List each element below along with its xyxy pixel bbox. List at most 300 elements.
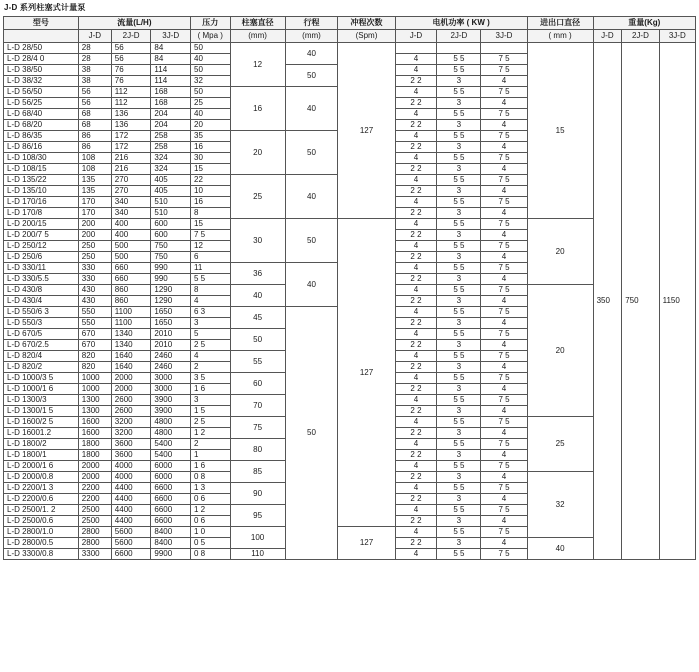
flow-jd-cell: 430 (78, 285, 111, 296)
power-jd-cell: 4 (395, 549, 437, 560)
model-cell: L-D 1000/1 6 (4, 384, 79, 395)
flow-3jd-cell: 2460 (151, 362, 191, 373)
flow-3jd-cell: 750 (151, 252, 191, 263)
spec-table-body (4, 43, 696, 560)
power-2jd-cell: 5 5 (437, 395, 481, 406)
power-jd-cell: 2 2 (395, 494, 437, 505)
flow-jd-cell: 38 (78, 65, 111, 76)
power-jd-cell: 2 2 (395, 450, 437, 461)
flow-3jd-cell: 324 (151, 153, 191, 164)
flow-jd-cell: 1600 (78, 417, 111, 428)
flow-2jd-cell: 340 (111, 197, 151, 208)
flow-jd-cell: 1000 (78, 384, 111, 395)
model-cell: L-D 38/50 (4, 65, 79, 76)
model-cell: L-D 430/4 (4, 296, 79, 307)
power-2jd-cell: 5 5 (437, 263, 481, 274)
pressure-cell: 1 2 (191, 505, 231, 516)
flow-3jd-cell: 405 (151, 186, 191, 197)
power-2jd-cell: 3 (437, 186, 481, 197)
plunger-diameter-cell: 12 (230, 43, 285, 87)
power-2jd-cell: 3 (437, 230, 481, 241)
power-jd-cell: 2 2 (395, 230, 437, 241)
flow-3jd-cell: 2010 (151, 329, 191, 340)
header-flow: 流量(L/H) (78, 17, 190, 30)
pressure-cell: 1 (191, 450, 231, 461)
pressure-cell: 40 (191, 109, 231, 120)
flow-3jd-cell: 3000 (151, 384, 191, 395)
pressure-cell: 16 (191, 197, 231, 208)
model-cell: L-D 200/7 5 (4, 230, 79, 241)
power-3jd-cell: 7 5 (481, 505, 527, 516)
flow-2jd-cell: 4400 (111, 483, 151, 494)
power-jd-cell: 4 (395, 219, 437, 230)
flow-jd-cell: 430 (78, 296, 111, 307)
flow-3jd-cell: 5400 (151, 439, 191, 450)
power-2jd-cell: 5 5 (437, 439, 481, 450)
plunger-diameter-cell: 95 (230, 505, 285, 527)
power-2jd-cell: 3 (437, 208, 481, 219)
power-2jd-cell: 5 5 (437, 549, 481, 560)
flow-jd-cell: 550 (78, 307, 111, 318)
flow-2jd-cell: 270 (111, 186, 151, 197)
flow-3jd-cell: 600 (151, 219, 191, 230)
flow-jd-cell: 56 (78, 98, 111, 109)
model-cell: L-D 1000/3 5 (4, 373, 79, 384)
flow-jd-cell: 2500 (78, 505, 111, 516)
pressure-cell: 50 (191, 43, 231, 54)
flow-jd-cell: 3300 (78, 549, 111, 560)
flow-3jd-cell: 9900 (151, 549, 191, 560)
plunger-diameter-cell: 55 (230, 351, 285, 373)
flow-jd-cell: 86 (78, 131, 111, 142)
flow-2jd-cell: 500 (111, 241, 151, 252)
power-2jd-cell: 3 (437, 98, 481, 109)
port-diameter-cell: 32 (527, 472, 593, 538)
power-jd-cell: 4 (395, 197, 437, 208)
power-3jd-cell: 7 5 (481, 395, 527, 406)
power-2jd-cell: 5 5 (437, 505, 481, 516)
power-3jd-cell: 7 5 (481, 87, 527, 98)
flow-3jd-cell: 990 (151, 274, 191, 285)
power-3jd-cell: 7 5 (481, 219, 527, 230)
flow-2jd-cell: 136 (111, 109, 151, 120)
model-cell: L-D 2500/0.6 (4, 516, 79, 527)
flow-2jd-cell: 860 (111, 296, 151, 307)
power-3jd-cell: 4 (481, 208, 527, 219)
flow-jd-cell: 1000 (78, 373, 111, 384)
header-flow-2jd: 2J-D (111, 30, 151, 43)
flow-jd-cell: 68 (78, 120, 111, 131)
plunger-diameter-cell: 70 (230, 395, 285, 417)
power-2jd-cell: 3 (437, 76, 481, 87)
power-3jd-cell: 7 5 (481, 263, 527, 274)
power-2jd-cell: 3 (437, 362, 481, 373)
flow-2jd-cell: 2600 (111, 395, 151, 406)
power-3jd-cell: 7 5 (481, 285, 527, 296)
model-cell: L-D 2800/1.0 (4, 527, 79, 538)
header-pressure: 压力 (191, 17, 231, 30)
flow-2jd-cell: 5600 (111, 527, 151, 538)
flow-2jd-cell: 660 (111, 274, 151, 285)
spec-table-container (3, 16, 696, 670)
pressure-cell: 22 (191, 175, 231, 186)
model-cell: L-D 28/50 (4, 43, 79, 54)
power-2jd-cell: 5 5 (437, 241, 481, 252)
power-jd-cell: 4 (395, 307, 437, 318)
power-3jd-cell: 4 (481, 406, 527, 417)
port-diameter-cell: 20 (527, 219, 593, 285)
power-3jd-cell: 7 5 (481, 527, 527, 538)
power-2jd-cell: 5 5 (437, 219, 481, 230)
model-cell: L-D 550/6 3 (4, 307, 79, 318)
power-3jd-cell: 7 5 (481, 153, 527, 164)
power-jd-cell: 2 2 (395, 98, 437, 109)
model-cell: L-D 1300/3 (4, 395, 79, 406)
flow-2jd-cell: 216 (111, 153, 151, 164)
pressure-cell: 16 (191, 142, 231, 153)
power-jd-cell: 2 2 (395, 340, 437, 351)
pressure-cell: 1 6 (191, 384, 231, 395)
flow-3jd-cell: 990 (151, 263, 191, 274)
power-2jd-cell: 3 (437, 472, 481, 483)
power-3jd-cell: 4 (481, 274, 527, 285)
power-3jd-cell: 4 (481, 296, 527, 307)
flow-2jd-cell: 3200 (111, 417, 151, 428)
spm-cell: 127 (338, 43, 395, 219)
model-cell: L-D 28/4 0 (4, 54, 79, 65)
plunger-diameter-cell: 20 (230, 131, 285, 175)
pressure-cell: 32 (191, 76, 231, 87)
pressure-cell: 11 (191, 263, 231, 274)
flow-jd-cell: 2000 (78, 472, 111, 483)
power-2jd-cell: 3 (437, 406, 481, 417)
pressure-cell: 1 0 (191, 527, 231, 538)
power-jd-cell: 2 2 (395, 274, 437, 285)
flow-2jd-cell: 400 (111, 230, 151, 241)
weight-jd-cell: 350 (593, 43, 622, 560)
flow-2jd-cell: 1640 (111, 351, 151, 362)
model-cell: L-D 56/50 (4, 87, 79, 98)
plunger-diameter-cell: 40 (230, 285, 285, 307)
pressure-cell: 35 (191, 131, 231, 142)
flow-jd-cell: 200 (78, 219, 111, 230)
flow-2jd-cell: 76 (111, 65, 151, 76)
pressure-cell: 2 (191, 362, 231, 373)
pressure-cell: 7 5 (191, 230, 231, 241)
flow-2jd-cell: 860 (111, 285, 151, 296)
flow-2jd-cell: 2600 (111, 406, 151, 417)
power-3jd-cell: 4 (481, 142, 527, 153)
pressure-cell: 30 (191, 153, 231, 164)
power-3jd-cell: 7 5 (481, 175, 527, 186)
port-diameter-cell: 25 (527, 417, 593, 472)
flow-jd-cell: 38 (78, 76, 111, 87)
header-row-2 (4, 30, 696, 43)
flow-3jd-cell: 1650 (151, 318, 191, 329)
model-cell: L-D 135/10 (4, 186, 79, 197)
model-cell: L-D 200/15 (4, 219, 79, 230)
flow-3jd-cell: 168 (151, 87, 191, 98)
power-jd-cell: 4 (395, 417, 437, 428)
weight-3jd-cell: 1150 (659, 43, 695, 560)
flow-3jd-cell: 6600 (151, 483, 191, 494)
power-jd-cell: 2 2 (395, 76, 437, 87)
flow-3jd-cell: 84 (151, 54, 191, 65)
flow-2jd-cell: 4000 (111, 461, 151, 472)
power-jd-cell: 4 (395, 131, 437, 142)
flow-jd-cell: 2200 (78, 494, 111, 505)
flow-jd-cell: 820 (78, 362, 111, 373)
flow-2jd-cell: 4400 (111, 494, 151, 505)
model-cell: L-D 820/4 (4, 351, 79, 362)
flow-jd-cell: 2200 (78, 483, 111, 494)
flow-2jd-cell: 1340 (111, 340, 151, 351)
header-power: 电机功率 ( KW ) (395, 17, 527, 30)
pressure-cell: 0 5 (191, 538, 231, 549)
power-2jd-cell: 3 (437, 252, 481, 263)
plunger-diameter-cell: 90 (230, 483, 285, 505)
header-stroke: 行程 (285, 17, 338, 30)
flow-3jd-cell: 510 (151, 197, 191, 208)
header-plunger: 柱塞直径 (230, 17, 285, 30)
pressure-cell: 8 (191, 285, 231, 296)
flow-2jd-cell: 660 (111, 263, 151, 274)
header-plunger-unit: (mm) (230, 30, 285, 43)
flow-2jd-cell: 3200 (111, 428, 151, 439)
flow-2jd-cell: 4400 (111, 505, 151, 516)
flow-3jd-cell: 1650 (151, 307, 191, 318)
header-weight: 重量(Kg) (593, 17, 695, 30)
flow-3jd-cell: 258 (151, 142, 191, 153)
flow-3jd-cell: 4800 (151, 417, 191, 428)
flow-jd-cell: 1800 (78, 439, 111, 450)
flow-jd-cell: 670 (78, 329, 111, 340)
power-2jd-cell: 5 5 (437, 373, 481, 384)
pressure-cell: 0 6 (191, 516, 231, 527)
power-2jd-cell: 3 (437, 274, 481, 285)
flow-jd-cell: 2500 (78, 516, 111, 527)
header-power-3jd: 3J-D (481, 30, 527, 43)
stroke-cell: 40 (285, 43, 338, 65)
power-3jd-cell: 4 (481, 186, 527, 197)
spm-cell: 127 (338, 527, 395, 560)
flow-3jd-cell: 204 (151, 120, 191, 131)
flow-jd-cell: 108 (78, 164, 111, 175)
model-cell: L-D 170/16 (4, 197, 79, 208)
power-2jd-cell: 5 5 (437, 109, 481, 120)
power-2jd-cell: 5 5 (437, 175, 481, 186)
model-cell: L-D 86/16 (4, 142, 79, 153)
flow-jd-cell: 28 (78, 54, 111, 65)
power-jd-cell: 4 (395, 483, 437, 494)
flow-3jd-cell: 5400 (151, 450, 191, 461)
header-flow-3jd: 3J-D (151, 30, 191, 43)
power-3jd-cell: 4 (481, 428, 527, 439)
power-2jd-cell: 5 5 (437, 483, 481, 494)
pressure-cell: 1 3 (191, 483, 231, 494)
power-2jd-cell: 5 5 (437, 131, 481, 142)
power-2jd-cell: 5 5 (437, 307, 481, 318)
plunger-diameter-cell: 50 (230, 329, 285, 351)
flow-2jd-cell: 172 (111, 142, 151, 153)
flow-jd-cell: 1600 (78, 428, 111, 439)
pressure-cell: 50 (191, 65, 231, 76)
flow-3jd-cell: 3900 (151, 406, 191, 417)
stroke-cell: 50 (285, 307, 338, 560)
power-3jd-cell: 4 (481, 450, 527, 461)
power-3jd-cell: 4 (481, 164, 527, 175)
power-jd-cell: 4 (395, 153, 437, 164)
power-jd-cell: 2 2 (395, 472, 437, 483)
power-3jd-cell: 7 5 (481, 549, 527, 560)
flow-jd-cell: 108 (78, 153, 111, 164)
header-power-jd: J-D (395, 30, 437, 43)
power-jd-cell: 4 (395, 395, 437, 406)
pressure-cell: 6 3 (191, 307, 231, 318)
power-jd-cell: 2 2 (395, 208, 437, 219)
model-cell: L-D 1800/2 (4, 439, 79, 450)
flow-3jd-cell: 405 (151, 175, 191, 186)
plunger-diameter-cell: 25 (230, 175, 285, 219)
power-2jd-cell: 3 (437, 142, 481, 153)
power-jd-cell: 2 2 (395, 516, 437, 527)
flow-jd-cell: 86 (78, 142, 111, 153)
flow-3jd-cell: 6000 (151, 472, 191, 483)
power-3jd-cell: 7 5 (481, 241, 527, 252)
model-cell: L-D 330/5.5 (4, 274, 79, 285)
power-3jd-cell: 4 (481, 318, 527, 329)
flow-2jd-cell: 6600 (111, 549, 151, 560)
flow-jd-cell: 135 (78, 175, 111, 186)
power-3jd-cell: 4 (481, 120, 527, 131)
pressure-cell: 20 (191, 120, 231, 131)
flow-jd-cell: 170 (78, 208, 111, 219)
flow-3jd-cell: 600 (151, 230, 191, 241)
flow-2jd-cell: 136 (111, 120, 151, 131)
header-model-blank (4, 30, 79, 43)
flow-3jd-cell: 1290 (151, 296, 191, 307)
power-3jd-cell: 7 5 (481, 417, 527, 428)
header-port: 进出口直径 (527, 17, 593, 30)
flow-jd-cell: 135 (78, 186, 111, 197)
weight-2jd-cell: 750 (622, 43, 659, 560)
power-jd-cell: 4 (395, 461, 437, 472)
flow-jd-cell: 2800 (78, 527, 111, 538)
flow-3jd-cell: 8400 (151, 538, 191, 549)
model-cell: L-D 550/3 (4, 318, 79, 329)
power-3jd-cell: 4 (481, 472, 527, 483)
flow-2jd-cell: 2000 (111, 384, 151, 395)
flow-2jd-cell: 4000 (111, 472, 151, 483)
flow-2jd-cell: 76 (111, 76, 151, 87)
page-title: J-D 系列柱塞式计量泵 (4, 3, 86, 12)
table-row (4, 219, 696, 230)
power-jd-cell: 2 2 (395, 406, 437, 417)
model-cell: L-D 670/2.5 (4, 340, 79, 351)
plunger-diameter-cell: 36 (230, 263, 285, 285)
flow-2jd-cell: 2000 (111, 373, 151, 384)
flow-3jd-cell: 258 (151, 131, 191, 142)
flow-jd-cell: 550 (78, 318, 111, 329)
flow-jd-cell: 670 (78, 340, 111, 351)
power-2jd-cell: 5 5 (437, 153, 481, 164)
stroke-cell: 50 (285, 219, 338, 263)
power-3jd-cell: 7 5 (481, 307, 527, 318)
model-cell: L-D 330/11 (4, 263, 79, 274)
model-cell: L-D 86/35 (4, 131, 79, 142)
flow-3jd-cell: 3900 (151, 395, 191, 406)
pressure-cell: 15 (191, 219, 231, 230)
header-spm-unit: (Spm) (338, 30, 395, 43)
power-2jd-cell: 5 5 (437, 329, 481, 340)
power-jd-cell: 4 (395, 505, 437, 516)
power-jd-cell: 2 2 (395, 384, 437, 395)
flow-jd-cell: 200 (78, 230, 111, 241)
pressure-cell: 0 8 (191, 472, 231, 483)
pressure-cell: 2 (191, 439, 231, 450)
flow-2jd-cell: 1340 (111, 329, 151, 340)
flow-3jd-cell: 84 (151, 43, 191, 54)
stroke-cell: 40 (285, 87, 338, 131)
flow-jd-cell: 820 (78, 351, 111, 362)
power-jd-cell: 2 2 (395, 252, 437, 263)
header-port-unit: ( mm ) (527, 30, 593, 43)
power-2jd-cell: 5 5 (437, 461, 481, 472)
flow-3jd-cell: 324 (151, 164, 191, 175)
power-jd-cell: 2 2 (395, 538, 437, 549)
plunger-diameter-cell: 110 (230, 549, 285, 560)
flow-2jd-cell: 56 (111, 43, 151, 54)
model-cell: L-D 108/15 (4, 164, 79, 175)
power-2jd-cell: 3 (437, 538, 481, 549)
flow-3jd-cell: 6000 (151, 461, 191, 472)
flow-jd-cell: 330 (78, 263, 111, 274)
power-3jd-cell: 7 5 (481, 109, 527, 120)
power-jd-cell: 2 2 (395, 164, 437, 175)
pressure-cell: 2 5 (191, 417, 231, 428)
pressure-cell: 1 5 (191, 406, 231, 417)
flow-jd-cell: 1800 (78, 450, 111, 461)
port-diameter-cell: 40 (527, 538, 593, 560)
model-cell: L-D 2200/0.6 (4, 494, 79, 505)
plunger-diameter-cell: 75 (230, 417, 285, 439)
flow-2jd-cell: 172 (111, 131, 151, 142)
power-3jd-cell: 7 5 (481, 461, 527, 472)
power-jd-cell: 2 2 (395, 318, 437, 329)
header-flow-jd: J-D (78, 30, 111, 43)
power-2jd-cell: 5 5 (437, 351, 481, 362)
model-cell: L-D 1600/2 5 (4, 417, 79, 428)
flow-2jd-cell: 340 (111, 208, 151, 219)
model-cell: L-D 108/30 (4, 153, 79, 164)
plunger-diameter-cell: 100 (230, 527, 285, 549)
flow-2jd-cell: 400 (111, 219, 151, 230)
power-jd-cell: 4 (395, 285, 437, 296)
pressure-cell: 3 5 (191, 373, 231, 384)
flow-3jd-cell: 6600 (151, 505, 191, 516)
power-2jd-cell: 3 (437, 164, 481, 175)
power-3jd-cell: 4 (481, 252, 527, 263)
power-3jd-cell: 4 (481, 538, 527, 549)
power-jd-cell (395, 43, 437, 54)
model-cell: L-D 2800/0.5 (4, 538, 79, 549)
model-cell: L-D 2000/1 6 (4, 461, 79, 472)
power-jd-cell: 2 2 (395, 120, 437, 131)
port-diameter-cell: 20 (527, 285, 593, 417)
power-jd-cell: 4 (395, 241, 437, 252)
table-row (4, 43, 696, 54)
flow-2jd-cell: 1100 (111, 318, 151, 329)
